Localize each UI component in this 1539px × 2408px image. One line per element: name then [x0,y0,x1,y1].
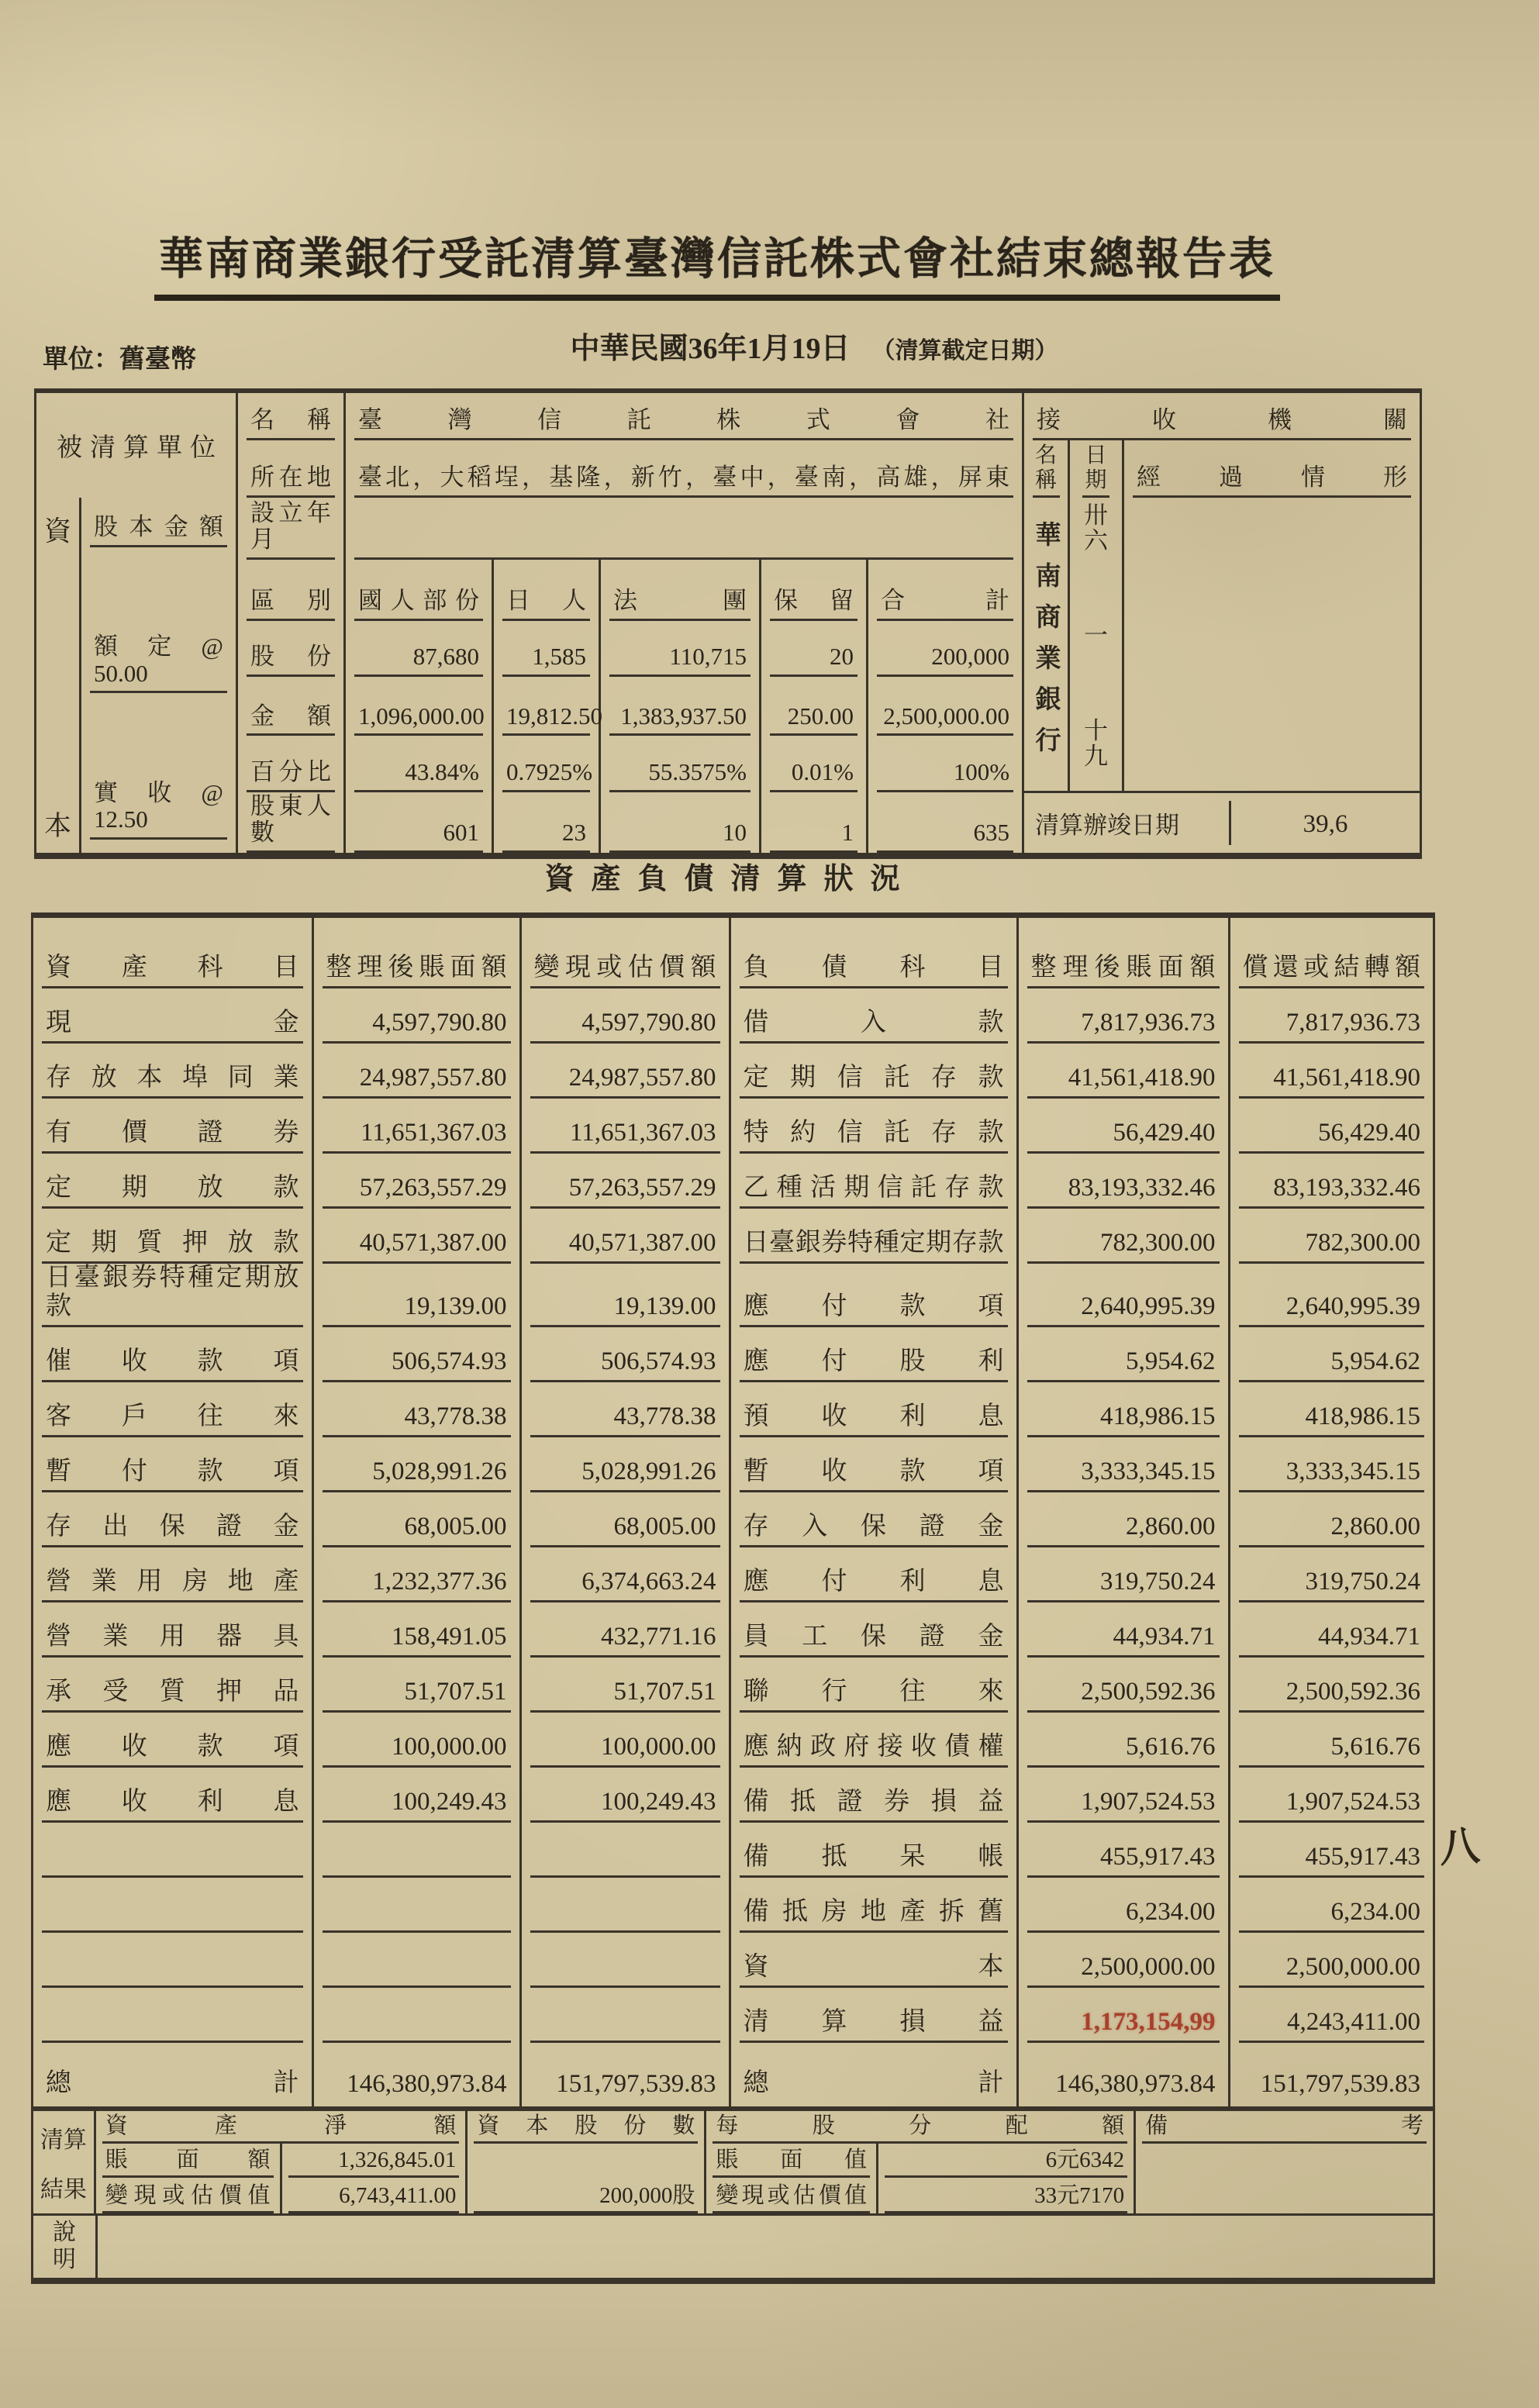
liability-label: 備抵證券損益 [740,1788,1008,1823]
holders-total: 635 [868,792,1023,856]
liquidated-unit-table [34,388,1422,859]
liability-book: 2,860.00 [1027,1513,1220,1547]
percent-reserved: 0.01% [761,736,868,792]
amount-total: 2,500,000.00 [868,677,1023,736]
percent-corporate: 55.3575% [600,736,761,792]
liability-label: 資本 [740,1953,1008,1988]
per-book-value: 6元6342 [885,2148,1127,2177]
asset-label: 日臺銀券特種定期放款 [42,1264,303,1327]
category-label-cell [237,560,345,621]
note-content [98,2216,1433,2278]
liability-settled: 2,500,000.00 [1239,1953,1425,1988]
net-book-value: 1,326,845.01 [288,2148,460,2177]
net-book-value-cell [281,2144,467,2178]
asset-book: 24,987,557.80 [323,1064,511,1099]
net-realized-value-cell [281,2178,467,2213]
liability-label: 員工保證金 [740,1623,1008,1658]
receiver-date-header: 日期 [1082,443,1109,498]
name-label-cell [237,391,345,440]
liability-label: 定期信託存款 [740,1064,1008,1099]
note-label: 說 明 [33,2216,98,2278]
holders-national: 601 [345,792,493,856]
asset-label: 存放本埠同業 [42,1064,303,1099]
location-value-cell [345,440,1023,498]
liability-total-book: 146,380,973.84 [1055,2069,1216,2098]
asset-book: 19,139.00 [323,1292,511,1327]
liability-settled: 6,234.00 [1239,1898,1425,1933]
percent-national: 43.84% [345,736,493,792]
capital-side-label: 資 本 [43,516,71,841]
header-asset-item: 資產科目 [33,918,312,988]
net-realized-value: 6,743,411.00 [288,2183,460,2213]
liability-settled: 2,640,995.39 [1239,1292,1425,1327]
capital-amount-block [81,509,236,841]
liability-book: 3,333,345.15 [1027,1458,1220,1492]
shares-total: 200,000 [868,621,1023,677]
asset-realized: 100,000.00 [530,1733,720,1768]
per-realized-label-cell [706,2178,878,2213]
asset-book [323,1920,511,1933]
asset-realized: 57,263,557.29 [530,1174,720,1209]
location-value: 臺北，大稻埕，基隆，新竹，臺中，臺南，高雄，屏東 [354,464,1013,498]
asset-book: 4,597,790.80 [323,1009,511,1044]
liability-book: 2,500,000.00 [1027,1953,1220,1988]
name-label: 名稱 [247,407,335,440]
amount-row-label-cell [237,677,345,736]
completion-row [1023,792,1421,856]
table-row [33,1044,1433,1099]
liability-label: 備抵呆帳 [740,1843,1008,1878]
shares-row-label-cell [237,621,345,677]
page-title: 華南商業銀行受託清算臺灣信託株式會社結束總報告表 [0,223,1434,301]
table-row [33,1768,1433,1823]
location-label-cell [237,440,345,498]
liability-label: 乙種活期信託存款 [740,1174,1008,1209]
asset-label: 定期質押放款 [42,1229,303,1264]
net-book-label-cell [95,2144,281,2178]
liability-label: 應付股利 [740,1347,1008,1382]
note-row [33,2213,1433,2278]
asset-label [42,1920,303,1933]
col-header-reserved: 保留 [761,560,868,621]
asset-label: 有價證券 [42,1119,303,1154]
receiver-date-cell [1069,498,1123,792]
shares-japanese: 1,585 [493,621,600,677]
completion-date-value: 39,6 [1303,810,1348,839]
asset-label: 客戶往來 [42,1402,303,1437]
net-book-label: 賬面額 [102,2148,274,2177]
remark-header-cell [1135,2111,1433,2144]
category-label: 區別 [247,588,335,621]
liability-label: 存入保證金 [740,1513,1008,1547]
table-row [33,1823,1433,1878]
per-realized-label: 變現或估價值 [713,2183,870,2213]
net-realized-label-cell [95,2178,281,2213]
holders-corporate: 10 [600,792,761,856]
table-row [33,1209,1433,1264]
amount-corporate: 1,383,937.50 [600,677,761,736]
asset-label: 應收利息 [42,1788,303,1823]
date-note: （清算截定日期） [871,338,1058,364]
liability-settled: 7,817,936.73 [1239,1009,1425,1044]
liability-total-label: 總計 [743,2068,1004,2097]
asset-book: 158,491.05 [323,1623,511,1658]
established-label-cell [237,498,345,560]
liability-book: 319,750.24 [1027,1568,1220,1602]
liability-label: 預收利息 [740,1402,1008,1437]
asset-realized: 11,651,367.03 [530,1119,720,1154]
asset-label [42,2030,303,2043]
shares-header: 資本股份數 [474,2113,698,2143]
per-book-label-cell [706,2144,878,2178]
holders-row-label: 股東人數 [247,793,335,853]
table-row [33,1264,1433,1327]
total-row [33,2043,1433,2109]
liability-settled: 782,300.00 [1239,1229,1425,1264]
amount-national: 1,096,000.00 [345,677,493,736]
liability-book: 56,429.40 [1027,1119,1220,1154]
date-line [89,324,1539,367]
net-assets-header: 資產淨額 [102,2113,460,2143]
asset-realized: 100,249.43 [530,1788,720,1823]
table-row [33,1547,1433,1602]
asset-book: 68,005.00 [323,1513,511,1547]
liability-settled: 83,193,332.46 [1239,1174,1425,1209]
asset-book: 57,263,557.29 [323,1174,511,1209]
table-row [33,1382,1433,1437]
net-assets-header-cell [95,2111,467,2144]
header-asset-book: 整理後賬面額 [312,918,520,988]
table-row [33,988,1433,1044]
asset-realized: 51,707.51 [530,1678,720,1713]
result-side-label: 清算 結果 [40,2127,87,2203]
shares-value: 200,000股 [474,2183,698,2213]
liability-label: 備抵房地產拆舊 [740,1898,1008,1933]
remark-value-cell [1135,2144,1433,2213]
percent-row-label-cell [237,736,345,792]
asset-label: 定期放款 [42,1174,303,1209]
asset-realized: 432,771.16 [530,1623,720,1658]
asset-book: 100,249.43 [323,1788,511,1823]
liability-book: 418,986.15 [1027,1402,1220,1437]
per-book-value-cell [878,2144,1135,2178]
capital-side-cell [36,498,81,856]
receiver-date-header-cell [1069,440,1123,498]
asset-realized: 5,028,991.26 [530,1458,720,1492]
header-liability-settled: 償還或結轉額 [1229,918,1433,988]
col-header-corporate: 法團 [600,560,761,621]
receiver-detail-header-cell [1123,440,1421,498]
liability-label: 應付款項 [740,1292,1008,1327]
liability-total-settled: 151,797,539.83 [1260,2069,1420,2098]
liquidation-loss-book-red: 1,173,154,99 [1027,2008,1220,2043]
asset-label: 現金 [42,1009,303,1044]
amount-reserved: 250.00 [761,677,868,736]
liquidated-unit-cell [36,391,237,498]
receiver-detail-cell [1123,498,1421,792]
result-side-cell [33,2111,95,2213]
date-value: 中華民國36年1月19日 [570,333,851,365]
holders-japanese: 23 [493,792,600,856]
asset-book: 5,028,991.26 [323,1458,511,1492]
asset-realized [530,2030,720,2043]
asset-realized: 43,778.38 [530,1402,720,1437]
asset-total-realized: 151,797,539.83 [556,2069,716,2098]
col-header-japanese: 日人 [493,560,600,621]
shares-national: 87,680 [345,621,493,677]
table-row [33,1933,1433,1988]
asset-label: 存出保證金 [42,1513,303,1547]
amount-japanese: 19,812.50 [493,677,600,736]
liability-settled: 319,750.24 [1239,1568,1425,1602]
liability-label: 日臺銀券特種定期存款 [740,1229,1008,1264]
asset-label [42,1975,303,1988]
receiver-name-cell [1023,498,1069,792]
liability-label: 借入款 [740,1009,1008,1044]
remark-header: 備考 [1142,2113,1427,2143]
asset-book: 51,707.51 [323,1678,511,1713]
liquidated-unit-label: 被清算單位 [57,434,216,462]
liability-book: 455,917.43 [1027,1843,1220,1878]
section-title: 資產負債清算狀況 [544,863,917,895]
liability-book: 41,561,418.90 [1027,1064,1220,1099]
liability-book: 6,234.00 [1027,1898,1220,1933]
asset-label: 暫付款項 [42,1458,303,1492]
capital-amount-cell [81,498,237,856]
liability-label: 暫收款項 [740,1458,1008,1492]
asset-label: 營業用器具 [42,1623,303,1658]
percent-total: 100% [868,736,1023,792]
table-row [33,1878,1433,1933]
liquidation-result-block [33,2111,1433,2213]
balance-table [31,912,1435,2284]
page-number-mark: 八 [1437,1824,1482,1872]
col-header-total: 合計 [868,560,1023,621]
asset-book: 11,651,367.03 [323,1119,511,1154]
liability-book: 5,954.62 [1027,1347,1220,1382]
holders-row-label-cell [237,792,345,856]
liability-book: 44,934.71 [1027,1623,1220,1658]
percent-row-label: 百分比 [247,759,335,792]
unit-label: 單位：舊臺幣 [43,346,196,374]
name-value-cell [345,391,1023,440]
liability-book: 2,500,592.36 [1027,1678,1220,1713]
asset-realized: 6,374,663.24 [530,1568,720,1602]
liability-label: 特約信託存款 [740,1119,1008,1154]
established-label: 設立年月 [247,500,335,560]
liability-settled: 5,954.62 [1239,1347,1425,1382]
receiver-title-cell [1023,391,1421,440]
asset-book: 1,232,377.36 [323,1568,511,1602]
table-row [33,1602,1433,1658]
asset-realized: 40,571,387.00 [530,1229,720,1264]
col-header-national: 國人部份 [345,560,493,621]
table-row [33,1658,1433,1713]
asset-realized [530,1975,720,1988]
per-realized-value-cell [878,2178,1135,2213]
balance-grid [33,918,1433,2111]
asset-realized: 24,987,557.80 [530,1064,720,1099]
liquidation-loss-settled: 4,243,411.00 [1239,2008,1425,2043]
liability-settled: 44,934.71 [1239,1623,1425,1658]
receiver-name: 華南商業銀行 [1031,521,1060,768]
per-share-header-cell [706,2111,1135,2144]
table-row [33,1437,1433,1492]
asset-realized [530,1920,720,1933]
receiver-name-header-cell [1023,440,1069,498]
capital-amount-label: 股本金額 [90,514,227,547]
header-row [33,918,1433,988]
location-label: 所在地 [247,464,335,498]
asset-total-label: 總計 [46,2068,299,2097]
liability-book: 2,640,995.39 [1027,1292,1220,1327]
per-share-header: 每股分配額 [713,2113,1127,2143]
asset-realized: 68,005.00 [530,1513,720,1547]
asset-realized: 19,139.00 [530,1292,720,1327]
asset-label: 承受質押品 [42,1678,303,1713]
nominal-per-share: 額定@ 50.00 [90,633,227,693]
table-row [33,1988,1433,2043]
shares-row-label: 股份 [247,643,335,677]
shares-header-cell [467,2111,706,2144]
liability-label: 應納政府接收債權 [740,1733,1008,1768]
liability-book: 83,193,332.46 [1027,1174,1220,1209]
asset-book: 100,000.00 [323,1733,511,1768]
asset-book: 506,574.93 [323,1347,511,1382]
shares-value-cell [467,2144,706,2213]
receiver-date: 卅六 一 十九 [1084,501,1109,771]
paidin-per-share: 實收@ 12.50 [90,780,227,840]
asset-book: 40,571,387.00 [323,1229,511,1264]
liability-label: 應付利息 [740,1568,1008,1602]
liability-settled: 5,616.76 [1239,1733,1425,1768]
completion-date-label: 清算辦竣日期 [1035,812,1180,840]
holders-reserved: 1 [761,792,868,856]
table-row [33,1492,1433,1547]
asset-label [42,1865,303,1878]
asset-realized [530,1865,720,1878]
header-asset-realized: 變現或估價額 [520,918,730,988]
table-row [33,1154,1433,1209]
liability-settled: 56,429.40 [1239,1119,1425,1154]
asset-book [323,1975,511,1988]
per-book-label: 賬面值 [713,2148,870,2177]
asset-book: 43,778.38 [323,1402,511,1437]
shares-corporate: 110,715 [600,621,761,677]
established-value-cell [345,498,1023,560]
liability-settled: 41,561,418.90 [1239,1064,1425,1099]
liability-book: 7,817,936.73 [1027,1009,1220,1044]
asset-total-book: 146,380,973.84 [347,2069,507,2098]
established-value [354,547,1013,560]
percent-japanese: 0.7925% [493,736,600,792]
liability-settled: 3,333,345.15 [1239,1458,1425,1492]
per-realized-value: 33元7170 [885,2183,1127,2213]
table-row [33,1713,1433,1768]
asset-realized: 506,574.93 [530,1347,720,1382]
header-liability-book: 整理後賬面額 [1017,918,1229,988]
asset-label: 營業用房地產 [42,1568,303,1602]
asset-book [323,2030,511,2043]
liability-settled: 418,986.15 [1239,1402,1425,1437]
liability-settled: 2,500,592.36 [1239,1678,1425,1713]
liability-settled: 2,860.00 [1239,1513,1425,1547]
amount-row-label: 金額 [247,703,335,737]
asset-label: 應收款項 [42,1733,303,1768]
receiver-title: 接收機關 [1033,407,1411,440]
asset-label: 催收款項 [42,1347,303,1382]
liquidation-loss-label: 清算損益 [740,2008,1008,2043]
asset-realized: 4,597,790.80 [530,1009,720,1044]
asset-book [323,1865,511,1878]
net-realized-label: 變現或估價值 [102,2183,274,2213]
liability-book: 5,616.76 [1027,1733,1220,1768]
liability-book: 782,300.00 [1027,1229,1220,1264]
receiver-detail-header: 經過情形 [1133,464,1411,498]
liability-settled: 1,907,524.53 [1239,1788,1425,1823]
company-name: 臺灣信託株式會社 [354,407,1013,440]
shares-reserved: 20 [761,621,868,677]
table-row [33,1327,1433,1382]
liability-label: 聯行往來 [740,1678,1008,1713]
liability-book: 1,907,524.53 [1027,1788,1220,1823]
receiver-name-header: 名稱 [1033,443,1060,498]
table-row [33,1099,1433,1154]
liability-settled: 455,917.43 [1239,1843,1425,1878]
header-liability-item: 負債科目 [730,918,1017,988]
